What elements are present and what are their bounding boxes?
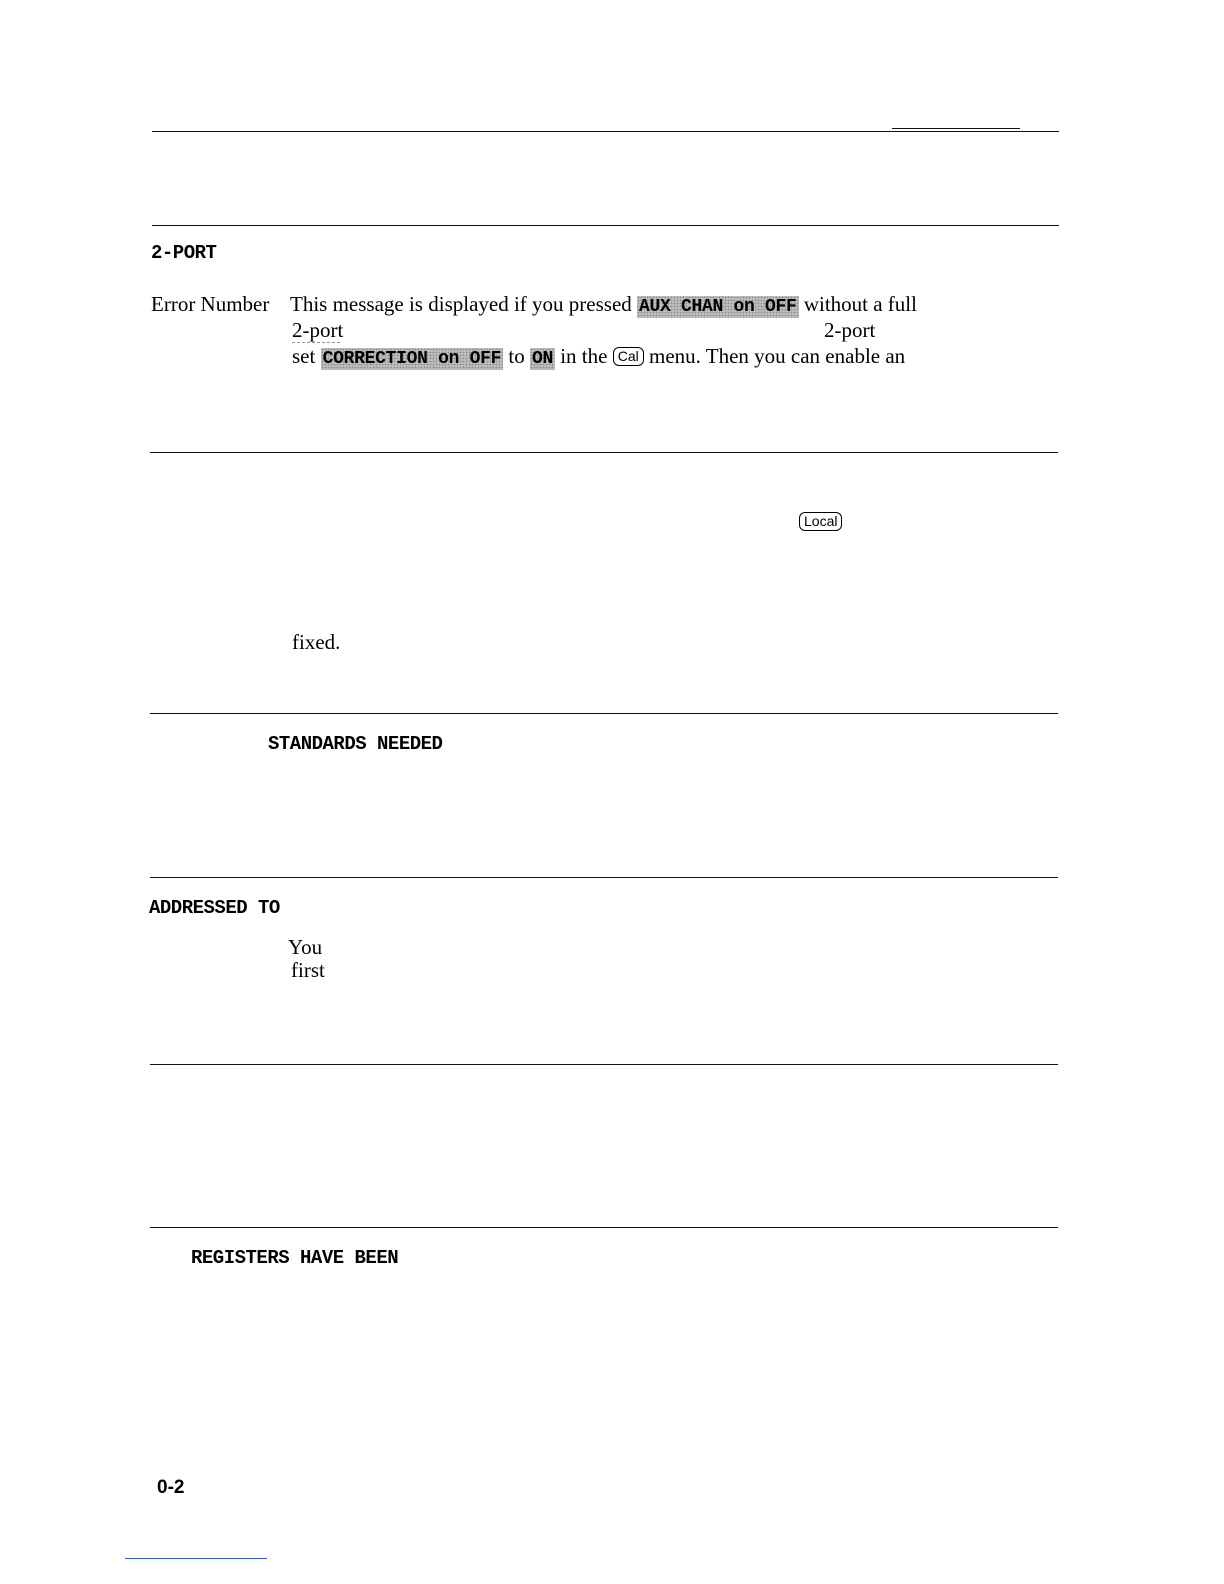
entry-divider — [150, 1064, 1058, 1065]
entry-heading: ADDRESSED TO — [149, 897, 280, 919]
entry-divider — [150, 713, 1058, 714]
local-key: Local — [799, 512, 842, 531]
on-softkey: ON — [531, 349, 553, 369]
page-number: 0-2 — [157, 1477, 185, 1498]
description-text: to — [508, 344, 525, 368]
error-number-label: Error Number — [151, 292, 270, 316]
entry-heading: STANDARDS NEEDED — [268, 733, 443, 755]
entry-divider — [150, 452, 1058, 453]
description-text: set — [292, 344, 316, 368]
description-line — [292, 344, 905, 369]
description-text: menu. Then you can enable an — [648, 344, 906, 368]
description-text: This message is displayed if you pressed — [290, 292, 632, 316]
description-line — [290, 292, 917, 317]
description-text: in the — [560, 344, 608, 368]
footer-link-underline — [125, 1558, 267, 1559]
entry-divider — [150, 1227, 1058, 1228]
faint-mark — [292, 342, 340, 343]
description-fragment: fixed. — [292, 630, 341, 654]
local-key-wrapper — [799, 512, 842, 533]
cal-key: Cal — [613, 347, 644, 366]
description-fragment: first — [291, 958, 325, 982]
correction-softkey: CORRECTION on OFF — [322, 349, 502, 369]
description-fragment: 2-port — [824, 318, 876, 342]
description-text: without a full — [803, 292, 917, 316]
entry-heading: 2-PORT — [151, 242, 217, 264]
aux-chan-softkey: AUX CHAN on OFF — [639, 297, 797, 317]
entry-divider — [152, 225, 1059, 226]
entry-heading: REGISTERS HAVE BEEN — [191, 1247, 399, 1269]
entry-divider — [150, 877, 1058, 878]
description-fragment: You — [288, 935, 323, 959]
header-rule — [152, 131, 1059, 132]
description-fragment: 2-port — [292, 318, 344, 342]
header-rule-accent — [892, 128, 1020, 129]
